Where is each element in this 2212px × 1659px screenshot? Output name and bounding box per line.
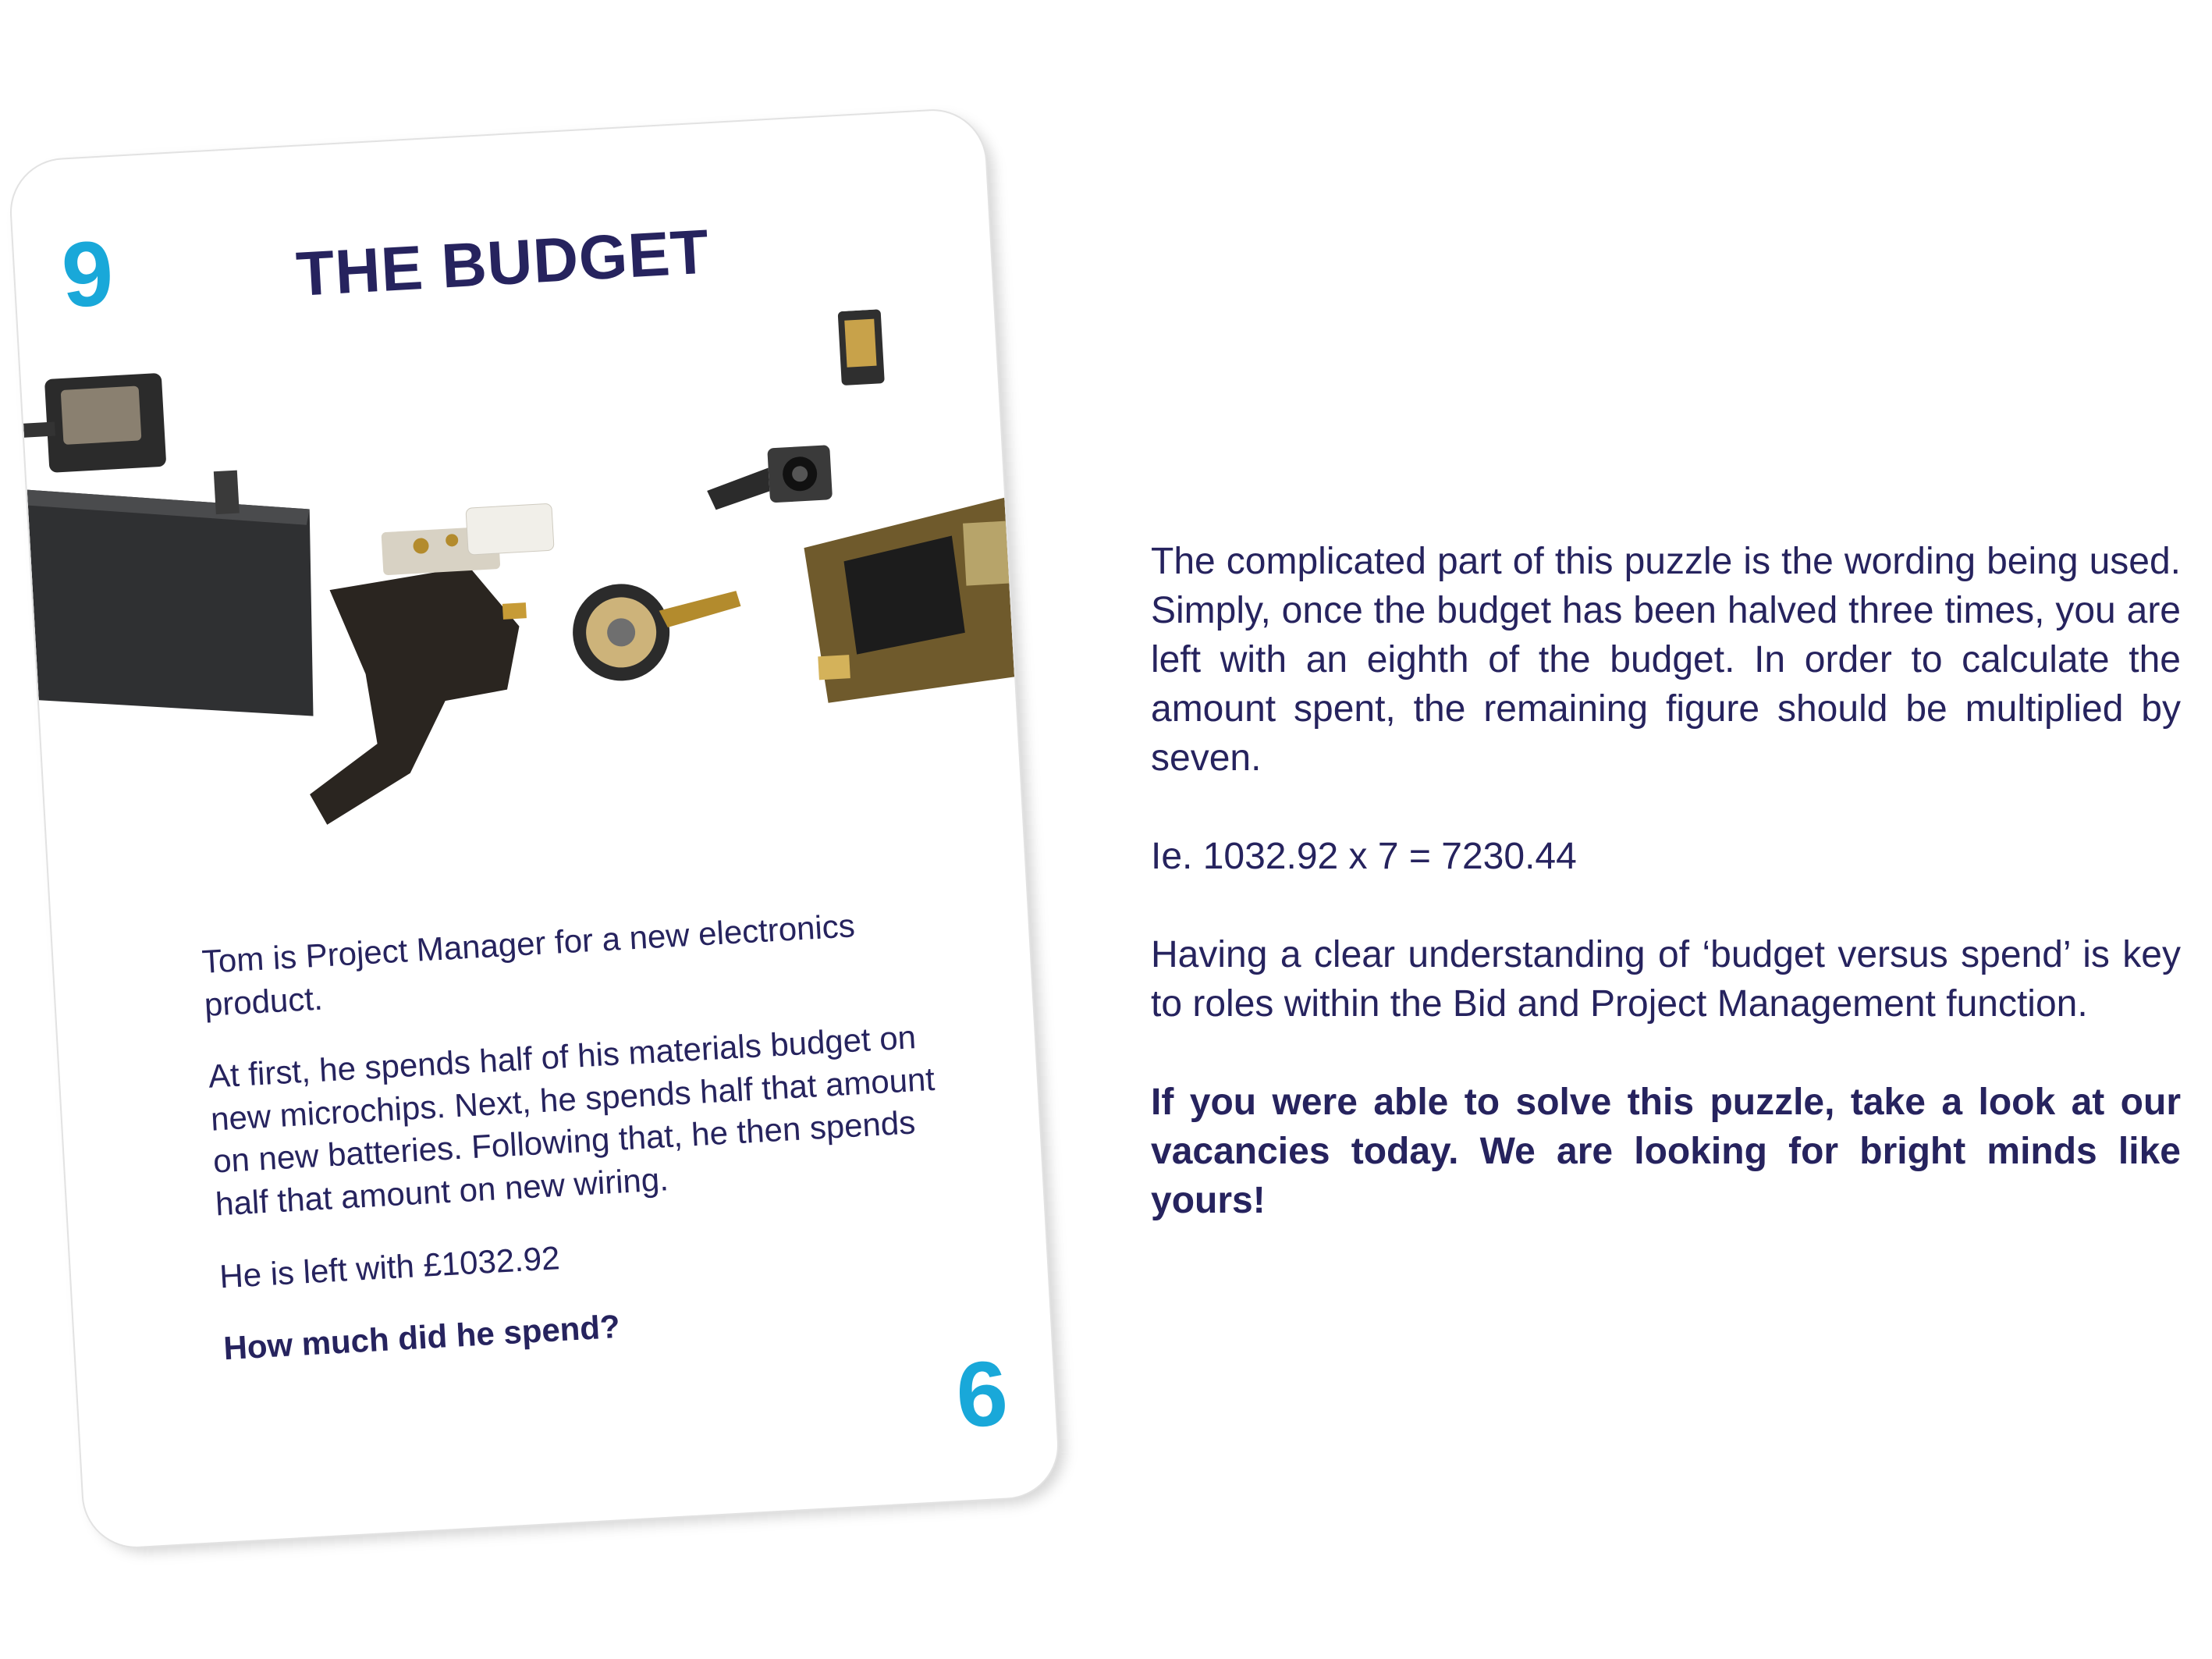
puzzle-card: [7, 106, 1062, 1551]
call-to-action: If you were able to solve this puzzle, take a look at our vacancies today. We are looking for bright minds like yours!: [1151, 1082, 2181, 1221]
speaker-module: [21, 373, 166, 474]
solution-explanation: [1151, 537, 2181, 1274]
home-button: [570, 577, 745, 684]
logic-board: [802, 498, 1016, 704]
puzzle-scenario: At first, he spends half of his materials budget on new microchips. Next, he spends half that amount on new batteries. Following that, he then spends half that amount on new wiring.: [207, 1018, 936, 1223]
card-title: THE BUDGET: [294, 216, 712, 309]
puzzle-question: How much did he spend?: [222, 1308, 621, 1367]
role-relevance-paragraph: Having a clear understanding of ‘budget versus spend’ is key to roles within the Bid and Project Management function.: [1151, 934, 2181, 1025]
dock-flex-cable: [294, 503, 569, 826]
calculation-line: Ie. 1032.92 x 7 = 7230.44: [1151, 836, 1577, 877]
camera-module: [705, 445, 833, 510]
puzzle-intro: Tom is Project Manager for a new electronics product.: [201, 907, 856, 1023]
card-number-bottom: 6: [953, 1341, 1011, 1448]
puzzle-remaining: He is left with £1032.92: [218, 1238, 561, 1295]
puzzle-text: [201, 900, 974, 1400]
phone-components-image: [20, 303, 1024, 903]
card-number-top: 9: [59, 222, 116, 328]
vibration-motor: [838, 309, 885, 385]
explanation-paragraph: The complicated part of this puzzle is the wording being used. Simply, once the budget has been halved three times, you are left with an eighth of the budget. In order to calculate the amount spent, the remaining figure should be multiplied by seven.: [1151, 541, 2181, 779]
battery: [27, 467, 321, 732]
